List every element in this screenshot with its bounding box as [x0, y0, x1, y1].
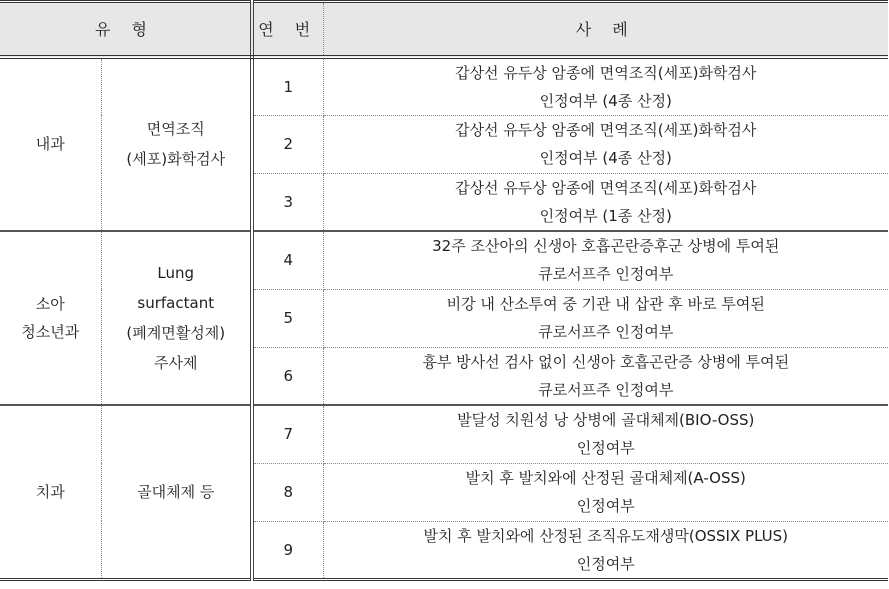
subtype-label: (폐계면활성제)	[126, 324, 226, 342]
case-line: 인정여부 (4종 산정)	[539, 91, 672, 110]
case-line: 갑상선 유두상 암종에 면역조직(세포)화학검사	[455, 121, 757, 139]
type-label: 치과	[35, 482, 65, 501]
row-number: 9	[252, 521, 323, 579]
case-line: 흉부 방사선 검사 없이 신생아 호흡곤란증 상병에 투여된	[422, 352, 790, 371]
case-line: 비강 내 산소투여 중 기관 내 삽관 후 바로 투여된	[446, 295, 765, 313]
case-line: 발치 후 발치와에 산정된 조직유도재생막(OSSIX PLUS)	[423, 526, 789, 545]
case-cell	[323, 463, 888, 521]
case-line: 인정여부 (4종 산정)	[539, 149, 672, 167]
case-cell	[323, 115, 888, 173]
subtype-label: 골대체제 등	[137, 482, 215, 501]
type-label: 내과	[35, 135, 65, 154]
row-number: 2	[252, 115, 323, 173]
row-number: 5	[252, 289, 323, 347]
row-number: 3	[252, 173, 323, 231]
case-line: 인정여부	[576, 439, 635, 458]
subtype-label: Lung	[157, 264, 195, 282]
case-cell	[323, 405, 888, 463]
table-row	[0, 405, 888, 463]
row-number: 1	[252, 57, 323, 116]
case-line: 발치 후 발치와에 산정된 골대체제(A-OSS)	[465, 469, 746, 487]
header-number: 연 번	[252, 2, 323, 57]
type-label: 청소년과	[21, 323, 80, 341]
case-cell	[323, 347, 888, 405]
table-row	[0, 57, 888, 116]
type-cell	[0, 57, 101, 232]
case-line: 큐로서프주 인정여부	[538, 380, 674, 399]
case-line: 갑상선 유두상 암종에 면역조직(세포)화학검사	[455, 63, 757, 82]
case-cell	[323, 521, 888, 579]
case-cell	[323, 231, 888, 289]
type-label: 소아	[35, 295, 65, 313]
case-cell	[323, 57, 888, 116]
case-line: 32주 조산아의 신생아 호흡곤란증후군 상병에 투여된	[432, 237, 780, 256]
type-cell	[0, 231, 101, 405]
row-number: 7	[252, 405, 323, 463]
case-line: 갑상선 유두상 암종에 면역조직(세포)화학검사	[455, 178, 757, 197]
subtype-label: 면역조직	[146, 120, 205, 139]
case-line: 인정여부	[576, 497, 635, 515]
row-number: 8	[252, 463, 323, 521]
case-line: 인정여부	[576, 554, 635, 573]
row-number: 4	[252, 231, 323, 289]
case-line: 큐로서프주 인정여부	[538, 323, 674, 341]
subtype-label: (세포)화학검사	[126, 150, 226, 169]
header-row	[0, 2, 888, 57]
subtype-cell	[101, 231, 252, 405]
case-cell	[323, 289, 888, 347]
table-row	[0, 231, 888, 289]
row-number: 6	[252, 347, 323, 405]
header-type: 유 형	[0, 2, 252, 57]
subtype-label: surfactant	[137, 294, 215, 312]
case-line: 인정여부 (1종 산정)	[539, 206, 672, 225]
case-line: 발달성 치원성 낭 상병에 골대체제(BIO-OSS)	[457, 411, 755, 430]
type-cell	[0, 405, 101, 579]
subtype-cell	[101, 405, 252, 579]
case-cell	[323, 173, 888, 231]
case-line: 큐로서프주 인정여부	[538, 265, 674, 284]
subtype-cell	[101, 57, 252, 232]
subtype-label: 주사제	[154, 354, 198, 372]
header-case: 사 례	[323, 2, 888, 57]
